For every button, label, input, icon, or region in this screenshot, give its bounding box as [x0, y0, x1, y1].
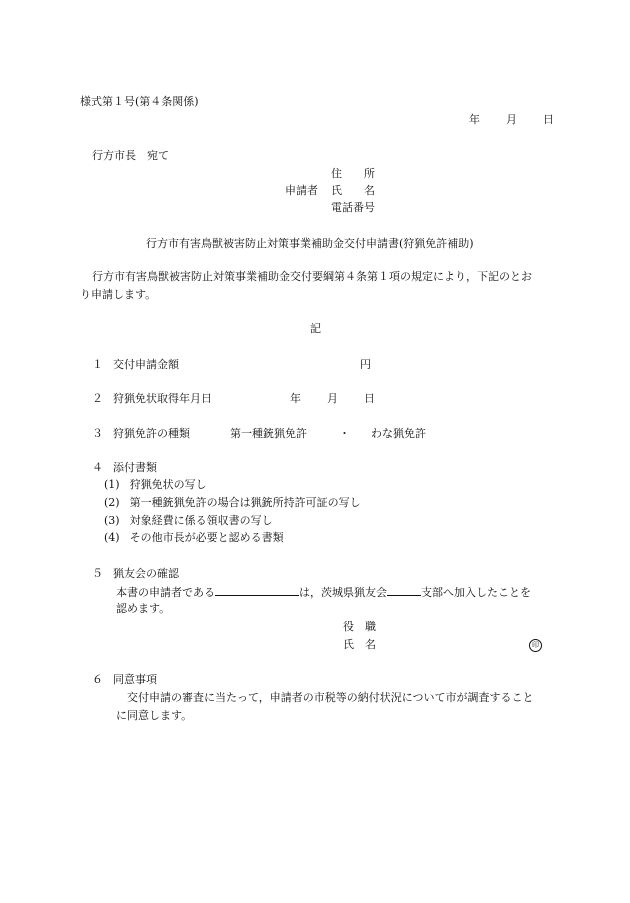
consent-line-1: 交付申請の審査に当たって，申請者の市税等の納付状況について市が調査すること: [127, 691, 534, 704]
item-license-date-values: [290, 393, 375, 404]
applicant-address-label: 住 所: [331, 167, 375, 180]
attachment-item: (3) 対象経費に係る領収書の写し: [104, 514, 273, 527]
item-license-date: [92, 393, 212, 404]
club-name-label: 氏 名: [343, 638, 376, 651]
item-attachments: [92, 462, 157, 473]
document-title: 行方市有害鳥獣被害防止対策事業補助金交付申請書(狩猟免許補助): [146, 237, 474, 250]
attachment-item: (4) その他市長が必要と認める書類: [104, 531, 284, 544]
attachment-item: (2) 第一種銃猟免許の場合は猟銃所持許可証の写し: [104, 496, 361, 509]
ki-heading: 記: [310, 322, 321, 335]
consent-line-2: に同意します。: [116, 709, 193, 722]
item-amount-unit: 円: [360, 358, 371, 371]
applicant-name-label: 氏 名: [331, 184, 375, 197]
item-consent-num: ６: [92, 673, 103, 686]
item-license-type-num: ３: [92, 427, 103, 440]
applicant-name-blank[interactable]: [215, 585, 299, 596]
seal-icon: 印: [529, 639, 542, 652]
item-license-type: [92, 428, 190, 439]
applicant-label: 申請者: [285, 184, 318, 197]
intro-line-1: 行方市有害鳥獣被害防止対策事業補助金交付要綱第４条第１項の規定により，下記のとお: [92, 270, 532, 283]
item-club: [92, 568, 179, 579]
date-day: 日: [543, 113, 554, 126]
license-year: 年: [290, 392, 301, 405]
addressee: 行方市長 宛て: [92, 149, 169, 162]
applicant-phone-label: 電話番号: [331, 201, 375, 214]
license-month: 月: [327, 392, 338, 405]
item-license-date-num: ２: [92, 392, 103, 405]
branch-name-blank[interactable]: [387, 585, 421, 596]
item-consent: [92, 674, 157, 685]
item-attachments-num: ４: [92, 461, 103, 474]
item-license-date-label: 狩猟免状取得年月日: [113, 392, 212, 405]
license-option-separator: ・: [339, 427, 350, 440]
item-club-num: ５: [92, 567, 103, 580]
date-year: 年: [469, 113, 480, 126]
item-club-label: 猟友会の確認: [113, 567, 179, 580]
license-option-2: わな猟免許: [371, 427, 426, 440]
item-amount-num: １: [92, 358, 103, 371]
license-option-1: 第一種銃猟免許: [230, 427, 307, 440]
form-id: 様式第１号(第４条関係): [80, 95, 199, 108]
item-attachments-label: 添付書類: [113, 461, 157, 474]
item-consent-label: 同意事項: [113, 673, 157, 686]
club-confirm-line: 本書の申請者である は，茨城県猟友会 支部へ加入したことを: [116, 586, 531, 599]
club-position-label: 役 職: [343, 620, 376, 633]
club-confirm-line-2: 認めます。: [116, 602, 171, 615]
intro-line-2: り申請します。: [80, 288, 157, 301]
license-day: 日: [364, 392, 375, 405]
item-amount: [92, 359, 179, 370]
seal-mark: [529, 638, 542, 652]
date-line: [469, 114, 554, 125]
date-month: 月: [506, 113, 517, 126]
item-license-type-label: 狩猟免許の種類: [113, 427, 190, 440]
attachment-item: (1) 狩猟免状の写し: [104, 478, 207, 491]
item-amount-label: 交付申請金額: [113, 358, 179, 371]
